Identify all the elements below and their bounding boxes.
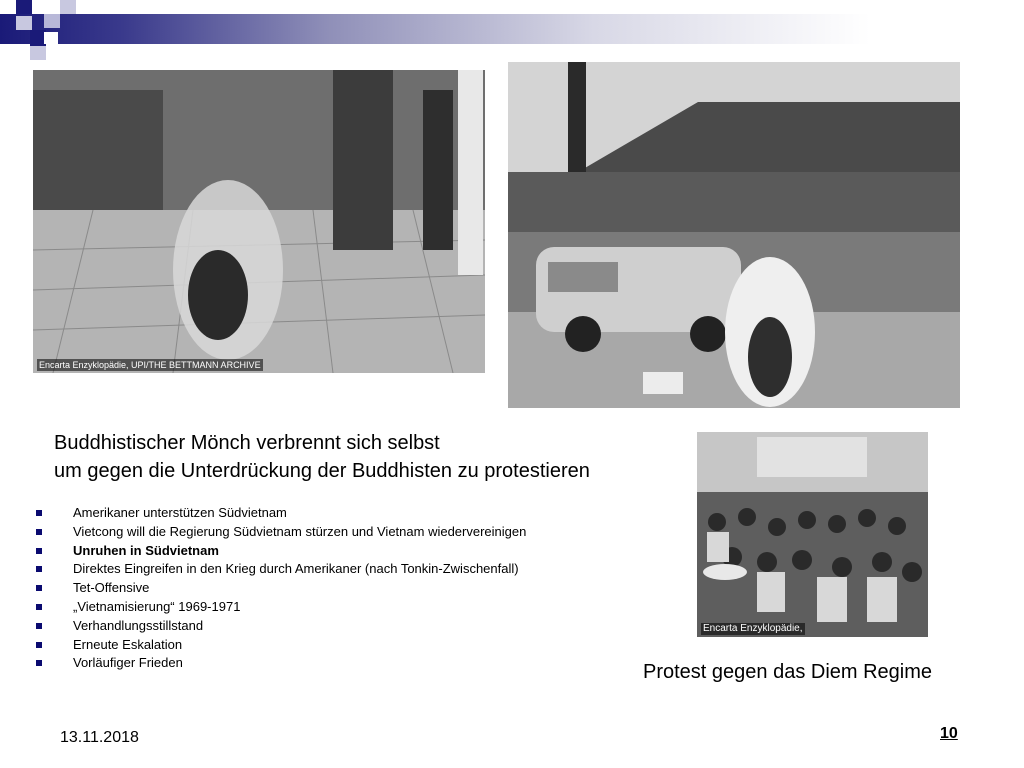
header-gradient-bar (0, 14, 1024, 44)
bullet-square-icon (36, 529, 42, 535)
slide-date: 13.11.2018 (60, 729, 139, 746)
bullet-square-icon (36, 585, 42, 591)
bullet-text: Vietcong will die Regierung Südvietnam stürzen und Vietnam wiedervereinigen (73, 523, 527, 539)
decor-square (44, 14, 60, 28)
bullet-text: Verhandlungsstillstand (73, 617, 204, 633)
bullet-list (36, 504, 526, 673)
photo-monk-burning (33, 70, 485, 373)
photo-protest-crowd (697, 432, 928, 637)
bullet-square-icon (36, 642, 42, 648)
bullet-square-icon (36, 604, 42, 610)
bullet-text: Direktes Eingreifen in den Krieg durch Amerikaner (nach Tonkin-Zwischenfall) (73, 561, 519, 577)
bullet-text: Erneute Eskalation (73, 636, 183, 652)
bullet-text: Vorläufiger Frieden (73, 655, 183, 671)
bullet-item (36, 598, 526, 617)
bullet-item (36, 504, 526, 523)
slide-title-line-1: Buddhistischer Mönch verbrennt sich selbst (54, 432, 440, 454)
decor-square (60, 0, 76, 14)
decor-square (16, 16, 32, 30)
photo-credit: Encarta Enzyklopädie, UPI/THE BETTMANN ARCHIVE (39, 360, 261, 370)
bullet-square-icon (36, 510, 42, 516)
protest-caption: Protest gegen das Diem Regime (643, 661, 933, 683)
bullet-item (36, 523, 526, 542)
bullet-text: Unruhen in Südvietnam (73, 542, 219, 558)
bullet-square-icon (36, 660, 42, 666)
bullet-square-icon (36, 566, 42, 572)
bullet-item (36, 654, 526, 673)
bullet-text: Tet-Offensive (73, 580, 150, 596)
decor-square (44, 32, 58, 44)
bullet-text: Amerikaner unterstützen Südvietnam (73, 505, 287, 520)
photo-credit-small: Encarta Enzyklopädie, (703, 623, 803, 634)
bullet-text: „Vietnamisierung“ 1969-1971 (73, 598, 241, 614)
photo-street-car (508, 62, 960, 408)
bullet-square-icon (36, 623, 42, 629)
decor-square (30, 46, 46, 60)
slide-title-line-2: um gegen die Unterdrückung der Buddhisten zu protestieren (54, 460, 590, 482)
bullet-item (36, 560, 526, 579)
bullet-item (36, 636, 526, 655)
bullet-item (36, 617, 526, 636)
bullet-square-icon (36, 548, 42, 554)
page-number: 10 (940, 725, 958, 742)
bullet-item (36, 579, 526, 598)
decor-square (16, 0, 32, 14)
bullet-item (36, 542, 526, 561)
